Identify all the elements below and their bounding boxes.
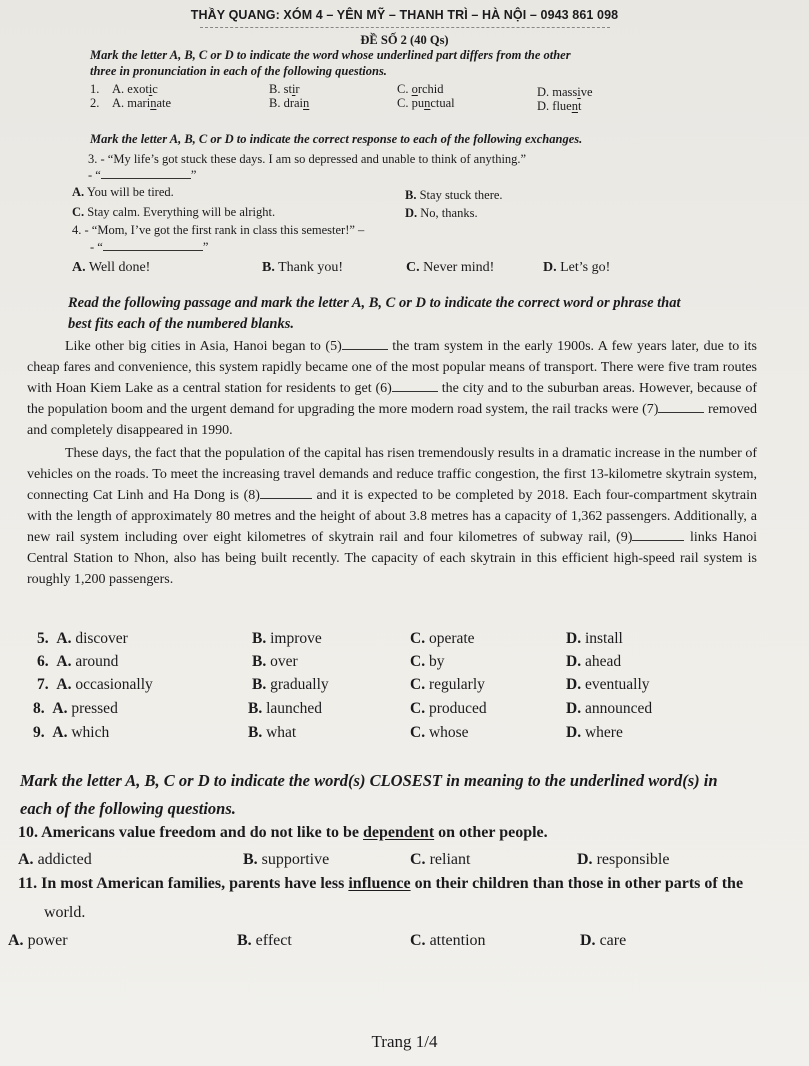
option-8b[interactable]: B. launched — [248, 700, 323, 717]
option-9b[interactable]: B. what — [248, 724, 297, 741]
option-4d[interactable]: D. Let’s go! — [543, 260, 611, 275]
pronunciation-instruction-1: Mark the letter A, B, C or D to indicate the word whose underlined part differs from the other — [90, 48, 571, 62]
question-10-stem: 10. Americans value freedom and do not like to be dependent on other people. — [18, 824, 548, 841]
option-1d[interactable]: D. massive — [537, 85, 593, 99]
reading-instruction-2: best fits each of the numbered blanks. — [68, 316, 294, 332]
option-11b[interactable]: B. effect — [237, 932, 292, 949]
option-10a[interactable]: A. addicted — [18, 851, 92, 868]
question-number: 2. — [90, 96, 100, 110]
exchanges-instruction: Mark the letter A, B, C or D to indicate the correct response to each of the following exchanges. — [90, 132, 583, 146]
option-6c[interactable]: C. by — [410, 653, 445, 670]
blank-8[interactable] — [260, 498, 312, 499]
option-1a[interactable]: A. exotic — [112, 82, 158, 96]
option-6d[interactable]: D. ahead — [566, 653, 622, 670]
option-5d[interactable]: D. install — [566, 630, 623, 647]
option-6a[interactable]: 6. A. around — [37, 653, 119, 670]
option-4a[interactable]: A. Well done! — [72, 260, 151, 275]
option-7a[interactable]: 7. A. occasionally — [37, 676, 153, 693]
option-3a[interactable]: A. You will be tired. — [72, 185, 174, 199]
option-6b[interactable]: B. over — [252, 653, 298, 670]
option-10d[interactable]: D. responsible — [577, 851, 670, 868]
passage-paragraph-2: These days, the fact that the population of the capital has risen tremendously results in a dramatic increase in the number of vehicles on the roads. To meet the increasing travel demands and reduce traffic congestion, the first 13-kilometre skytrain system, connecting Cat Linh and Ha Dong is (8) and it is expected to be completed by 2018. Each four-compartment skytrain with the length of approximately 80 metres and the height of about 3.8 metres has a capacity of 1,362 passengers. Additionally, a new rail system including over eight kilometres of skytrain rail and four kilometres of subway rail, (9) links Hanoi Central Station to Nhon, also has being built recently. The capacity of each skytrain in this efficient high-speed rail system is roughly 1,200 passengers. — [27, 446, 757, 587]
option-7b[interactable]: B. gradually — [252, 676, 329, 693]
answer-blank — [101, 178, 191, 179]
synonym-instruction-1: Mark the letter A, B, C or D to indicate the word(s) CLOSEST in meaning to the underlined word(s) in — [20, 771, 718, 790]
blank-7[interactable] — [658, 412, 704, 413]
option-11d[interactable]: D. care — [580, 932, 627, 949]
option-5b[interactable]: B. improve — [252, 630, 322, 647]
question-11-cont: world. — [44, 904, 86, 921]
passage-paragraph-1: Like other big cities in Asia, Hanoi began to (5) the tram system in the early 1900s. A few years later, due to its cheap fares and convenience, this system rapidly became one of the most popular means of transport. There were five tram routes with Hoan Kiem Lake as a central station for residents to get (6) the city and to the suburban areas. However, because of the population boom and the urgent demand for upgrading the more modern road system, the rail tracks were (7) removed and completely disappeared in 1990. — [27, 339, 757, 438]
option-1c[interactable]: C. orchid — [397, 82, 444, 96]
option-10b[interactable]: B. supportive — [243, 851, 330, 868]
option-5a[interactable]: 5. A. discover — [37, 630, 128, 647]
option-10c[interactable]: C. reliant — [410, 851, 471, 868]
option-11a[interactable]: A. power — [8, 932, 68, 949]
option-11c[interactable]: C. attention — [410, 932, 486, 949]
header-divider — [200, 27, 610, 28]
option-2d[interactable]: D. fluent — [537, 99, 582, 113]
header-banner: THẦY QUANG: XÓM 4 – YÊN MỸ – THANH TRÌ – HÀ NỘI – 0943 861 098 — [190, 8, 619, 22]
option-1b[interactable]: B. stir — [269, 82, 300, 96]
question-4-stem: 4. - “Mom, I’ve got the first rank in class this semester!” – — [72, 223, 365, 237]
option-9d[interactable]: D. where — [566, 724, 623, 741]
exam-title: ĐỀ SỐ 2 (40 Qs) — [360, 33, 449, 47]
option-3b[interactable]: B. Stay stuck there. — [405, 188, 503, 202]
reading-passage — [27, 336, 757, 590]
option-2b[interactable]: B. drain — [269, 96, 310, 110]
option-2c[interactable]: C. punctual — [397, 96, 455, 110]
pronunciation-instruction-2: three in pronunciation in each of the following questions. — [90, 64, 387, 78]
option-8c[interactable]: C. produced — [410, 700, 487, 717]
question-11-stem: 11. In most American families, parents have less influence on their children than those in other parts of the — [18, 875, 744, 892]
answer-blank — [103, 250, 203, 251]
option-9c[interactable]: C. whose — [410, 724, 469, 741]
option-8d[interactable]: D. announced — [566, 700, 653, 717]
blank-6[interactable] — [392, 391, 438, 392]
option-5c[interactable]: C. operate — [410, 630, 475, 647]
question-4-reply: - “ ” — [90, 240, 209, 254]
option-4b[interactable]: B. Thank you! — [262, 260, 344, 275]
blank-9[interactable] — [632, 540, 684, 541]
option-9a[interactable]: 9. A. which — [33, 724, 110, 741]
question-3-stem: 3. - “My life’s got stuck these days. I am so depressed and unable to think of anything.” — [88, 152, 527, 166]
option-8a[interactable]: 8. A. pressed — [33, 700, 118, 717]
synonym-instruction-2: each of the following questions. — [20, 799, 236, 818]
option-7d[interactable]: D. eventually — [566, 676, 650, 693]
page-number: Trang 1/4 — [371, 1032, 438, 1051]
option-3c[interactable]: C. Stay calm. Everything will be alright. — [72, 205, 276, 219]
option-4c[interactable]: C. Never mind! — [406, 260, 495, 275]
option-2a[interactable]: A. marinate — [112, 96, 172, 110]
question-number: 1. — [90, 82, 100, 96]
option-3d[interactable]: D. No, thanks. — [405, 206, 478, 220]
reading-instruction-1: Read the following passage and mark the letter A, B, C or D to indicate the correct word or phrase that — [68, 295, 681, 311]
question-3-reply: - “ ” — [88, 168, 197, 182]
blank-5[interactable] — [342, 349, 388, 350]
option-7c[interactable]: C. regularly — [410, 676, 485, 693]
